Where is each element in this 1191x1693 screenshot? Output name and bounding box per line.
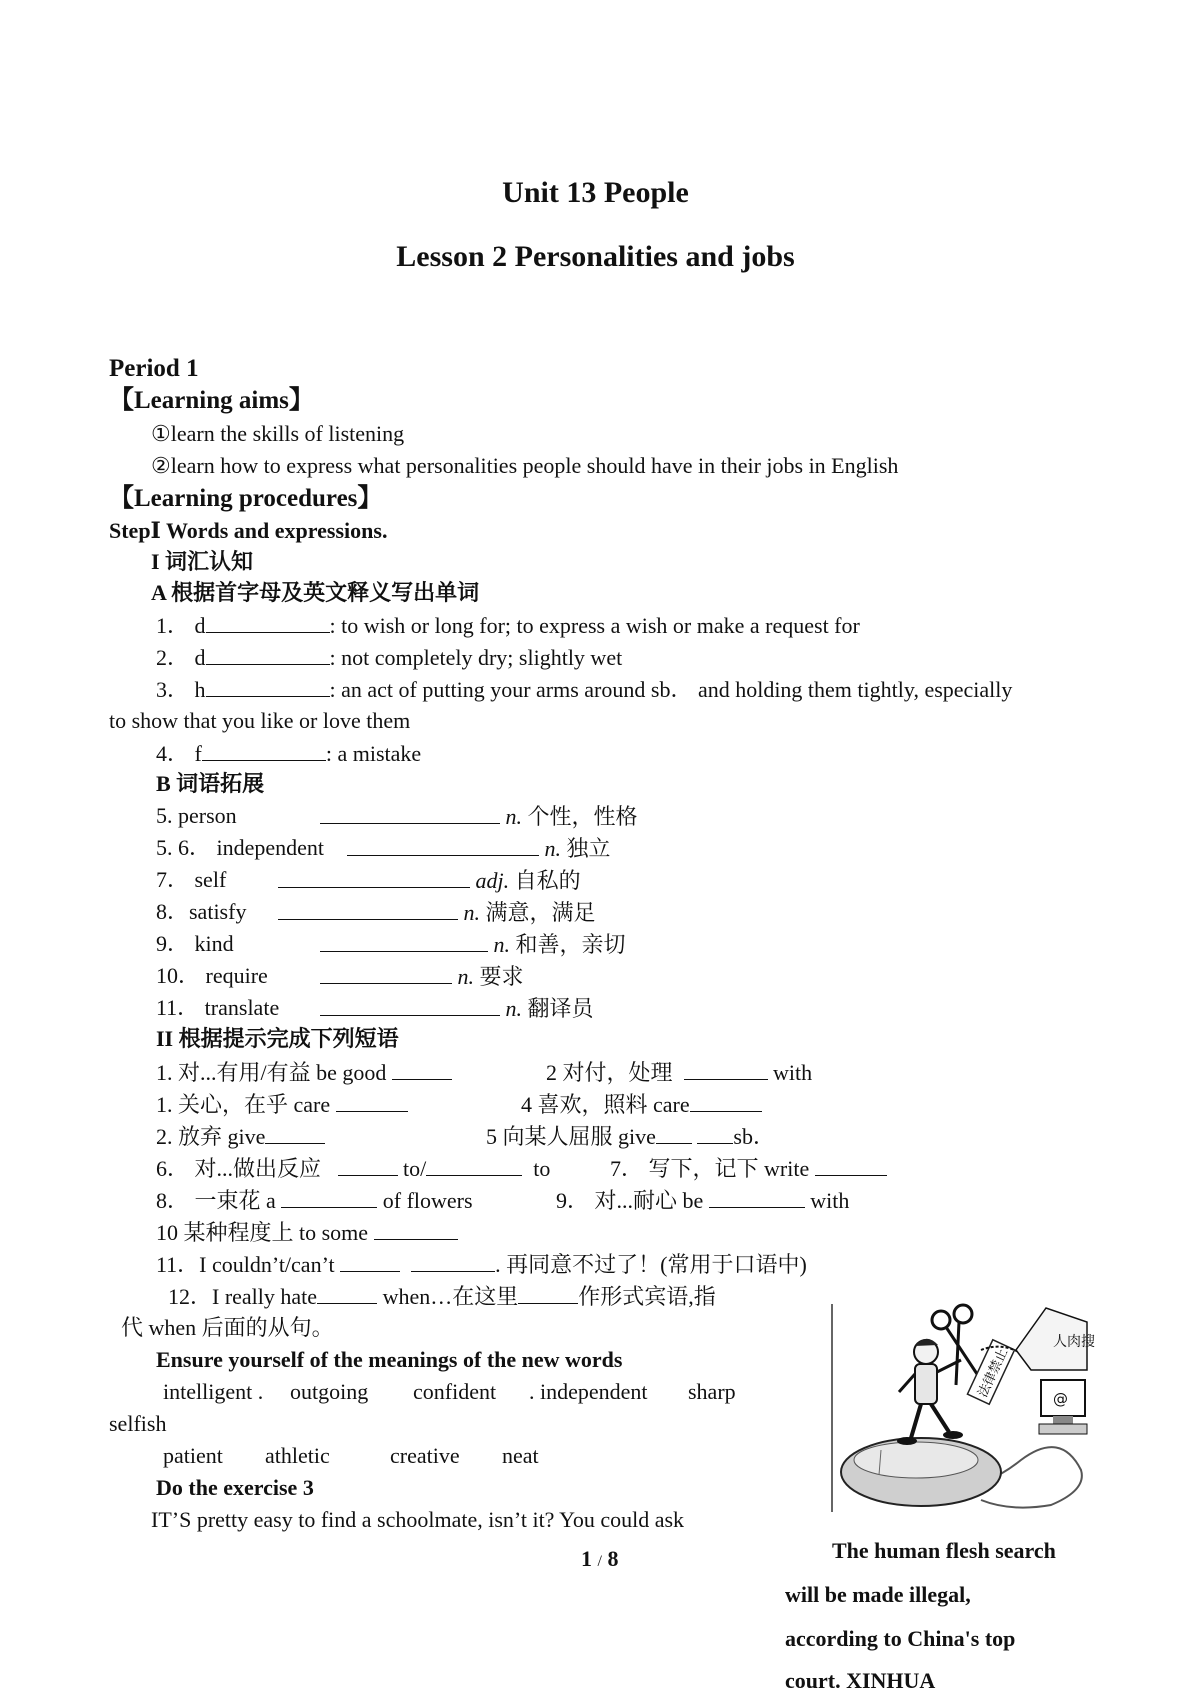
answer-blank[interactable] [320, 805, 500, 824]
new-word: outgoing [290, 1379, 369, 1404]
new-word: creative [390, 1443, 460, 1468]
answer-blank[interactable] [815, 1157, 887, 1176]
answer-blank[interactable] [320, 965, 452, 984]
phrase-item: 2 对付，处理 with [546, 1060, 813, 1085]
part-two-heading: II 根据提示完成下列短语 [156, 1026, 399, 1051]
phrase-item: 1. 关心，在乎 care [156, 1093, 408, 1116]
answer-blank[interactable] [278, 869, 470, 888]
phrase-item: 9． 对...耐心 be with [556, 1188, 850, 1213]
unit-title: Unit 13 People [502, 176, 689, 209]
answer-blank[interactable] [684, 1061, 768, 1080]
phrase-item: 7． 写下，记下 write [610, 1157, 887, 1180]
aim-item: ①learn the skills of listening [151, 421, 405, 446]
phrase-item: 2. 放弃 give [156, 1125, 325, 1148]
caption-line: according to China's top [785, 1626, 1016, 1651]
new-word: patient [163, 1443, 223, 1468]
word-expansion-answer: n. 翻译员 [320, 997, 594, 1020]
word-expansion-answer: n. 个性，性格 [320, 805, 638, 828]
learning-procedures-heading: 【Learning procedures】 [109, 485, 383, 512]
answer-blank[interactable] [338, 1157, 398, 1176]
caption-line: will be made illegal, [785, 1582, 971, 1607]
page-number: 1 / 8 [581, 1546, 619, 1571]
answer-blank[interactable] [265, 1125, 325, 1144]
new-words-heading: Ensure yourself of the meanings of the new words [156, 1347, 623, 1372]
exercise-text: IT’S pretty easy to find a schoolmate, isn’t it? You could ask [151, 1507, 685, 1532]
phrase-item: 8． 一束花 a of flowers [156, 1188, 473, 1213]
learning-aims-heading: 【Learning aims】 [109, 387, 314, 414]
phrase-item: 6． 对...做出反应 to/ to [156, 1156, 551, 1181]
lesson-title: Lesson 2 Personalities and jobs [396, 240, 795, 273]
word-expansion-answer: n. 要求 [320, 965, 524, 988]
word-expansion-word: 5. person [156, 803, 237, 828]
new-word: intelligent . [163, 1379, 264, 1404]
answer-blank[interactable] [317, 1285, 377, 1304]
answer-blank[interactable] [709, 1189, 805, 1208]
answer-blank[interactable] [206, 614, 330, 633]
period-heading: Period 1 [109, 355, 199, 382]
answer-blank[interactable] [340, 1253, 400, 1272]
phrase-item: 5 向某人屈服 give sb． [486, 1124, 775, 1149]
answer-blank[interactable] [320, 933, 488, 952]
vocab-item: 1． d : to wish or long for; to express a wish or make a request for [156, 613, 860, 638]
word-expansion-answer: n. 和善，亲切 [320, 933, 626, 956]
word-expansion-answer: adj. 自私的 [278, 869, 581, 892]
answer-blank[interactable] [202, 742, 326, 761]
answer-blank[interactable] [206, 646, 330, 665]
section-b-heading: B 词语拓展 [156, 771, 265, 796]
phrase-item: 1. 对...有用/有益 be good [156, 1061, 452, 1084]
phrase-item-continued: 代 when 后面的从句。 [121, 1315, 334, 1340]
answer-blank[interactable] [690, 1093, 762, 1112]
phrase-item: 10 某种程度上 to some [156, 1221, 458, 1244]
at-sign: @ [1053, 1390, 1068, 1408]
exercise-heading: Do the exercise 3 [156, 1475, 314, 1500]
new-word: . independent [529, 1379, 648, 1404]
phrase-item: 12．I really hate when…在这里 作形式宾语,指 [168, 1284, 716, 1309]
step-heading: StepⅠ Words and expressions. [109, 518, 388, 543]
new-word: athletic [265, 1443, 330, 1468]
word-expansion-word: 11． translate [156, 995, 280, 1020]
vocab-item: 3． h : an act of putting your arms around sb． and holding them tightly, especially [156, 677, 1013, 702]
word-expansion-word: 7． self [156, 867, 227, 892]
caption-line: court. XINHUA [785, 1668, 936, 1693]
word-expansion-answer: n. 独立 [347, 837, 611, 860]
phrase-item: 4 喜欢，照料 care [521, 1093, 762, 1116]
part-one-heading: I 词汇认知 [151, 549, 254, 574]
word-expansion-word: 5. 6． independent [156, 835, 325, 860]
new-word: confident [413, 1379, 497, 1404]
aim-item: ②learn how to express what personalities people should have in their jobs in English [151, 453, 899, 478]
word-expansion-answer: n. 满意，满足 [278, 901, 596, 924]
answer-blank[interactable] [206, 678, 330, 697]
answer-blank[interactable] [347, 837, 539, 856]
caption-line: The human flesh search [832, 1538, 1056, 1563]
answer-blank[interactable] [320, 997, 500, 1016]
word-expansion-word: 8．satisfy [156, 899, 247, 924]
cartoon-illustration [831, 1300, 1095, 1512]
answer-blank[interactable] [426, 1157, 522, 1176]
answer-blank[interactable] [392, 1061, 452, 1080]
answer-blank[interactable] [374, 1221, 458, 1240]
section-a-heading: A 根据首字母及英文释义写出单词 [151, 580, 480, 605]
answer-blank[interactable] [281, 1189, 377, 1208]
answer-blank[interactable] [278, 901, 458, 920]
new-word: sharp [688, 1379, 736, 1404]
answer-blank[interactable] [411, 1253, 495, 1272]
vocab-item-continued: to show that you like or love them [109, 708, 411, 733]
new-word: neat [502, 1443, 539, 1468]
word-expansion-word: 9． kind [156, 931, 234, 956]
answer-blank[interactable] [336, 1093, 408, 1112]
new-word: selfish [109, 1411, 167, 1436]
vocab-item: 2． d : not completely dry; slightly wet [156, 645, 623, 670]
blade-label: 法律禁止 [975, 1346, 1012, 1400]
phrase-item: 11．I couldn’t/can’t . 再同意不过了！(常用于口语中) [156, 1252, 807, 1277]
banner-label: 人肉搜 [1053, 1334, 1095, 1350]
word-expansion-word: 10． require [156, 963, 268, 988]
vocab-item: 4． f : a mistake [156, 741, 422, 766]
answer-blank[interactable] [656, 1125, 692, 1144]
answer-blank[interactable] [518, 1285, 578, 1304]
answer-blank[interactable] [697, 1125, 733, 1144]
